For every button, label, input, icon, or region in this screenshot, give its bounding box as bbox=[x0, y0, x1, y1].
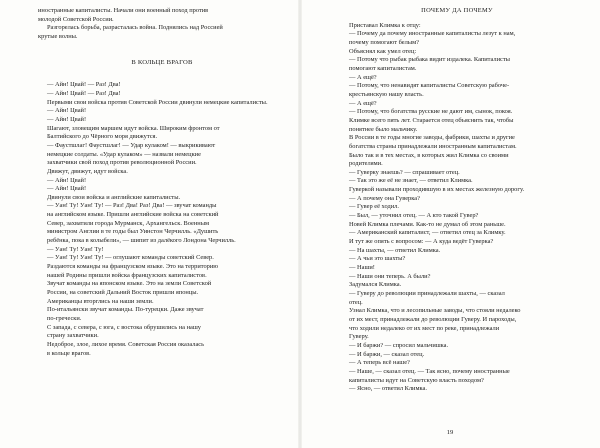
text-line: иностранные капиталисты. Начали они военный поход против bbox=[38, 7, 209, 14]
text-line: — А ещё? bbox=[349, 73, 377, 81]
text-line: — Наше, — сказал отец. — Так ясно, почему иностранные bbox=[349, 367, 510, 375]
text-line: — Ясно, — ответил Климка. bbox=[349, 385, 427, 393]
right-page bbox=[300, 0, 600, 448]
text-line: Новей Климка плечами. Как-то не думал об этом раньше. bbox=[349, 220, 506, 228]
text-line: Движут, движут, идут войска. bbox=[47, 167, 128, 175]
text-line: — Уан! Ту! Уан! Ту! — Раз! Два! Раз! Два! — звучат команды bbox=[47, 202, 217, 210]
text-line: — Уан! Ту! Уан! Ту! bbox=[47, 245, 104, 253]
text-line: — Айн! Цвай! bbox=[47, 107, 87, 115]
text-line: Балтийского до Чёрного моря движутся. bbox=[47, 133, 158, 141]
text-line: — Гувер её ходил. bbox=[349, 203, 399, 211]
text-line: — Потому, что богатства русские не дают им, сынок, покоя. bbox=[349, 108, 513, 116]
text-line: отец. bbox=[349, 298, 363, 306]
text-line: крутые волны. bbox=[38, 32, 78, 40]
text-line: — Айн! Цвай! bbox=[47, 185, 87, 193]
text-line: Объяснял как умел отец: bbox=[349, 47, 417, 55]
text-line: — А ещё? bbox=[349, 99, 377, 107]
text-line: Недоброе, злое, лихое время. Советская Россия оказалась bbox=[47, 340, 205, 348]
text-line: — Был, — уточнил отец. — А кто такой Гувер? bbox=[349, 212, 479, 220]
text-line: — На шахты, — ответил Климка. bbox=[349, 246, 441, 254]
text-line: — Гуверу до революции принадлежали шахты, — сказал bbox=[349, 290, 505, 297]
text-line: понятнее было мальчику. bbox=[349, 125, 418, 133]
text-line: ребёнка, пока в колыбели», — шипит из далёкого Лондона Черчилль. bbox=[47, 237, 236, 245]
text-line: родителями. bbox=[349, 160, 383, 168]
text-line: — Потому, что ненавидят капиталисты Советскую рабоче- bbox=[349, 82, 510, 90]
text-line: богатства страны принадлежали иностранным капиталистам. bbox=[349, 142, 517, 150]
text-line: — Айн! Цвай! — Раз! Два! bbox=[47, 81, 121, 89]
chapter-heading: В КОЛЬЦЕ ВРАГОВ bbox=[131, 58, 193, 66]
text-line: — А теперь всё наше? bbox=[349, 359, 410, 367]
text-line: — Айн! Цвай! — Раз! Два! bbox=[47, 89, 121, 97]
text-line: — Наши они теперь. А были? bbox=[349, 272, 431, 280]
text-line: Двинули свои войска и английские капиталисты. bbox=[47, 193, 181, 201]
text-line: министром Англии в те годы был Уинстон Черчилль. «Душить bbox=[47, 228, 219, 236]
text-line: — Айн! Цвай! bbox=[47, 115, 87, 123]
text-line: России, на советский Дальний Восток пришли японцы. bbox=[47, 289, 199, 297]
text-line: молодой Советской России. bbox=[38, 15, 114, 23]
text-line: Гуверу. bbox=[349, 333, 369, 341]
text-line: По-итальянски звучат команды. По-турецки. Даже звучат bbox=[47, 306, 204, 314]
text-line: В России в те годы многие заводы, фабрики, шахты и другие bbox=[349, 134, 515, 142]
text-line: Узнал Климка, что и лесопильные заводы, что стояли недалеко bbox=[349, 307, 521, 315]
text-line: — Уан! Ту! Уан! Ту! — оглушают команды советский Север. bbox=[47, 254, 214, 262]
running-head: ПОЧЕМУ ДА ПОЧЕМУ bbox=[421, 7, 493, 14]
text-line: — Так это же её не знает, — ответил Климка. bbox=[349, 177, 473, 185]
text-line: — А чьи это шахты? bbox=[349, 255, 406, 263]
text-line: Первыми свои войска против Советской России двинули немецкие капиталисты. bbox=[47, 98, 268, 106]
text-line: — Гуверку знаешь? — спрашивает отец. bbox=[349, 168, 460, 176]
text-line: Задумался Климка. bbox=[349, 281, 402, 289]
text-line: помогают капиталистам. bbox=[349, 64, 417, 72]
text-line: Звучат команды на японском языке. Это на земли Советской bbox=[47, 280, 212, 288]
text-line: почему помогают белым? bbox=[349, 38, 419, 46]
text-line: Шагают, зловещим маршем идут войска. Широким фронтом от bbox=[47, 124, 220, 132]
text-line: от их мест, принадлежали до революции Гуверу. И пароходы, bbox=[349, 315, 517, 323]
text-line: — Наши! bbox=[349, 264, 375, 272]
text-line: Север, захватили города Мурманск, Архангельск. Военным bbox=[47, 219, 210, 227]
text-line: — Потому что рыбак рыбака видит издалека. Капиталисты bbox=[349, 56, 510, 64]
text-line: в кольце врагов. bbox=[47, 349, 91, 357]
left-body-text bbox=[38, 81, 286, 358]
text-line: И тут же опять с вопросом: — А куда ведёт Гуверка? bbox=[349, 238, 494, 246]
right-body-text bbox=[340, 22, 574, 394]
page-number: 19 bbox=[446, 429, 454, 437]
text-line: страну захватчики. bbox=[47, 332, 99, 340]
text-line: немецкие солдаты. «Удар кулаком» — назвали немецкие bbox=[47, 150, 201, 158]
text-line: — А почему она Гуверка? bbox=[349, 194, 420, 202]
text-line: — Фаустшлаг! Фаустшлаг! — Удар кулаком! — выкрикивают bbox=[47, 141, 216, 149]
text-line: на английском языке. Пришли английские войска на советский bbox=[47, 211, 219, 219]
text-line: Было так и в тех местах, в которых жил Климка со своими bbox=[349, 151, 509, 159]
text-line: нашей Родины пришли войска французских капиталистов. bbox=[47, 271, 207, 279]
text-line: — Почему да почему иностранные капиталисты лезут к нам, bbox=[349, 30, 516, 38]
text-line: крестьянскую нашу власть. bbox=[349, 90, 424, 98]
text-line: Американцы вторглись на наши земли. bbox=[47, 297, 154, 305]
text-line: Приставал Климка к отцу: bbox=[349, 21, 421, 29]
text-line: захватчики свой поход против революционной России. bbox=[47, 159, 197, 167]
text-line: капиталисты идут на Советскую власть походом? bbox=[349, 376, 484, 384]
text-line: Климке всего пять лет. Старается отец объяснить так, чтобы bbox=[349, 116, 514, 124]
text-line: по-гречески. bbox=[47, 315, 82, 322]
text-line: Разгорелась борьба, разрасталась война. Поднялись над Россией bbox=[47, 24, 223, 32]
text-line: Гуверкой называли проходившую в их местах железную дорогу. bbox=[349, 186, 525, 194]
text-line: С запада, с севера, с юга, с востока обрушились на нашу bbox=[47, 323, 201, 331]
text-line: — И баржи? — спросил мальчишка. bbox=[349, 341, 449, 349]
text-line: Раздаются команды на французском языке. Это на территорию bbox=[47, 263, 219, 271]
text-line: — И баржи, — сказал отец. bbox=[349, 350, 425, 358]
text-line: — Айн! Цвай! bbox=[47, 176, 87, 184]
text-line: — Американский капиталист, — ответил отец за Климку. bbox=[349, 229, 506, 237]
text-line: что ходили недалеко от их мест по реке, принадлежали bbox=[349, 324, 500, 332]
